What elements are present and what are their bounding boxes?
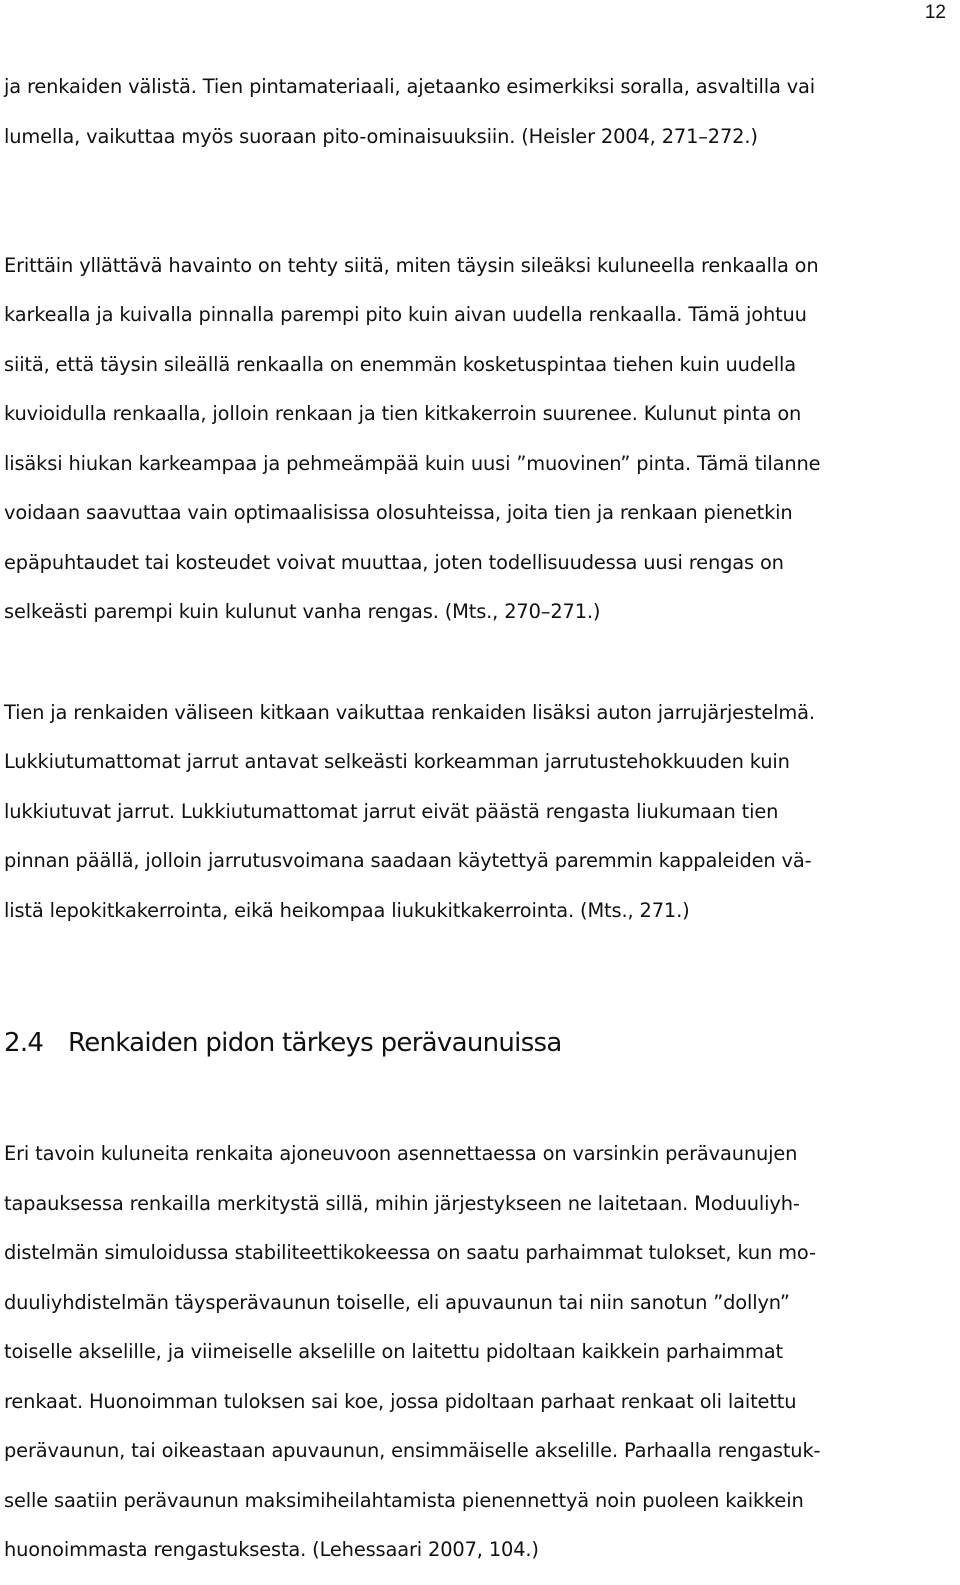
text-line: epäpuhtaudet tai kosteudet voivat muuttaa, joten todellisuudessa uusi rengas on (4, 551, 784, 574)
text-line: perävaunun, tai oikeastaan apuvaunun, ensimmäiselle akselille. Parhaalla rengastuk- (4, 1439, 821, 1462)
text-line: toiselle akselille, ja viimeiselle akselille on laitettu pidoltaan kaikkein parhaimmat (4, 1340, 783, 1363)
text-line: duuliyhdistelmän täysperävaunun toiselle, eli apuvaunun tai niin sanotun ”dollyn” (4, 1291, 790, 1314)
text-line: selkeästi parempi kuin kulunut vanha rengas. (Mts., 270–271.) (4, 600, 601, 623)
section-heading (4, 1027, 562, 1059)
text-line: voidaan saavuttaa vain optimaalisissa olosuhteissa, joita tien ja renkaan pienetkin (4, 501, 793, 524)
text-line: listä lepokitkakerrointa, eikä heikompaa liukukitkakerrointa. (Mts., 271.) (4, 899, 690, 922)
text-line: lukkiutuvat jarrut. Lukkiutumattomat jarrut eivät päästä rengasta liukumaan tien (4, 800, 779, 823)
text-line: Lukkiutumattomat jarrut antavat selkeästi korkeamman jarrutustehokkuuden kuin (4, 750, 790, 773)
text-line: huonoimmasta rengastuksesta. (Lehessaari 2007, 104.) (4, 1538, 539, 1561)
text-line: lumella, vaikuttaa myös suoraan pito-ominaisuuksiin. (Heisler 2004, 271–272.) (4, 125, 758, 148)
text-line: distelmän simuloidussa stabiliteettikokeessa on saatu parhaimmat tulokset, kun mo- (4, 1241, 816, 1264)
section-number: 2.4 (4, 1028, 44, 1058)
text-line: selle saatiin perävaunun maksimiheilahtamista pienennettyä noin puoleen kaikkein (4, 1489, 804, 1512)
page-number: 12 (924, 2, 946, 23)
text-line: lisäksi hiukan karkeampaa ja pehmeämpää kuin uusi ”muovinen” pinta. Tämä tilanne (4, 452, 821, 475)
text-line: Eri tavoin kuluneita renkaita ajoneuvoon asennettaessa on varsinkin perävaunujen (4, 1142, 798, 1165)
text-line: ja renkaiden välistä. Tien pintamateriaali, ajetaanko esimerkiksi soralla, asvaltilla vai (4, 75, 815, 98)
text-line: siitä, että täysin sileällä renkaalla on enemmän kosketuspintaa tiehen kuin uudella (4, 353, 796, 376)
section-title: Renkaiden pidon tärkeys perävaunuissa (68, 1028, 562, 1058)
text-line: renkaat. Huonoimman tuloksen sai koe, jossa pidoltaan parhaat renkaat oli laitettu (4, 1390, 797, 1413)
text-line: kuvioidulla renkaalla, jolloin renkaan ja tien kitkakerroin suurenee. Kulunut pinta on (4, 402, 802, 425)
text-line: Tien ja renkaiden väliseen kitkaan vaikuttaa renkaiden lisäksi auton jarrujärjestelmä. (4, 701, 815, 724)
text-line: karkealla ja kuivalla pinnalla parempi pito kuin aivan uudella renkaalla. Tämä johtuu (4, 303, 807, 326)
text-line: tapauksessa renkailla merkitystä sillä, mihin järjestykseen ne laitetaan. Moduuliyh- (4, 1192, 800, 1215)
text-line: Erittäin yllättävä havainto on tehty siitä, miten täysin sileäksi kuluneella renkaalla on (4, 254, 819, 277)
text-line: pinnan päällä, jolloin jarrutusvoimana saadaan käytettyä paremmin kappaleiden vä- (4, 849, 812, 872)
